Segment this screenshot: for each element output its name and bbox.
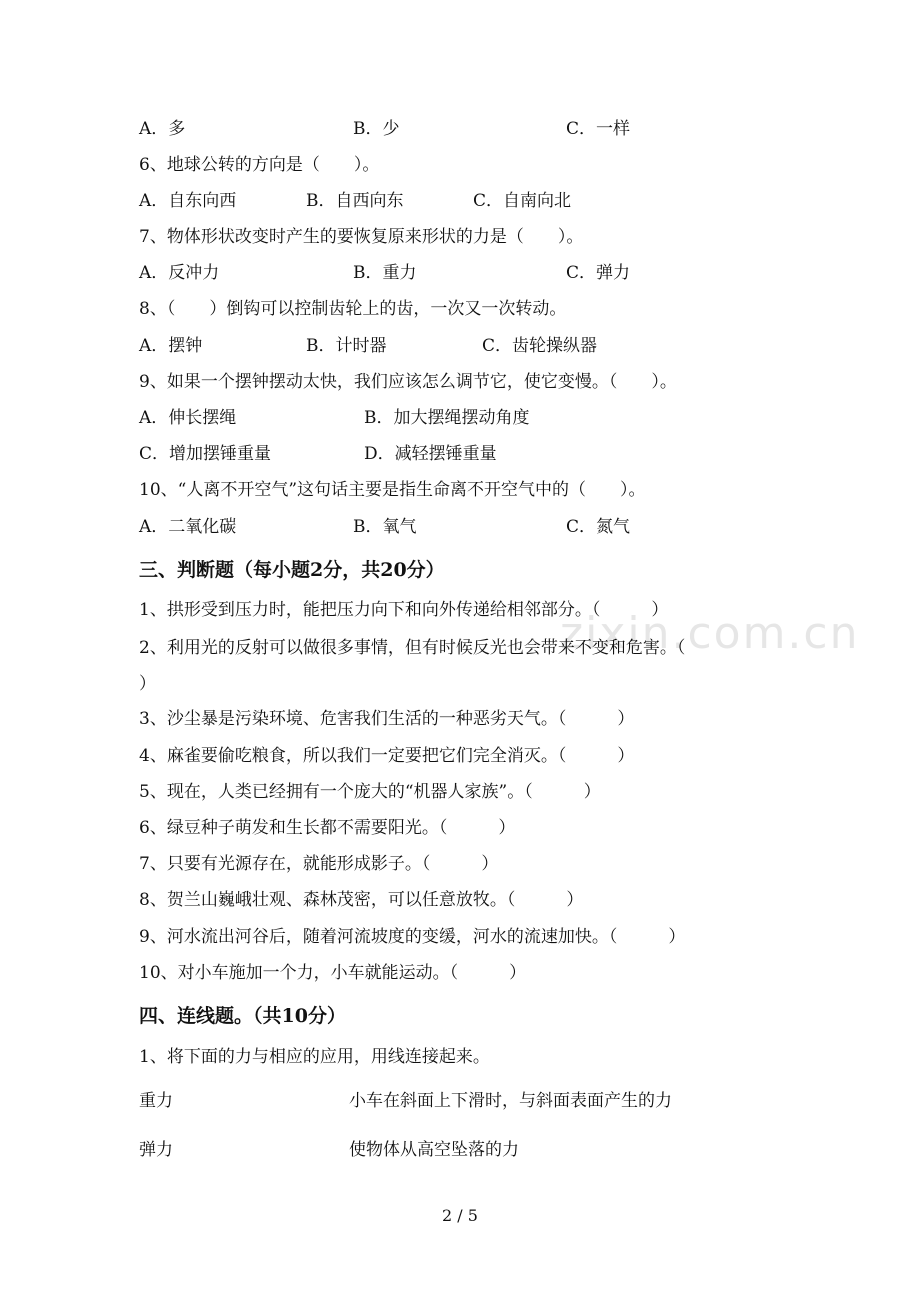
- match-right-1: 小车在斜面上下滑时，与斜面表面产生的力: [349, 1091, 672, 1111]
- q5-option-c: C．一样: [566, 119, 631, 139]
- judge-item-9: 9、河水流出河谷后，随着河流坡度的变缓，河水的流速加快。（ ）: [139, 927, 686, 947]
- page-number: 2 / 5: [442, 1206, 478, 1225]
- q7-stem: 7、物体形状改变时产生的要恢复原来形状的力是（ ）。: [139, 227, 584, 247]
- judge-item-1: 1、拱形受到压力时，能把压力向下和向外传递给相邻部分。（ ）: [139, 600, 669, 620]
- q8-stem: 8、（ ）倒钩可以控制齿轮上的齿，一次又一次转动。: [139, 299, 567, 319]
- q9-option-d: D．减轻摆锤重量: [364, 444, 497, 464]
- q8-option-c: C．齿轮操纵器: [482, 336, 598, 356]
- q9-option-b: B．加大摆绳摆动角度: [364, 408, 530, 428]
- q6-option-c: C．自南向北: [473, 191, 572, 211]
- q7-option-b: B．重力: [353, 263, 417, 283]
- judge-item-2-cont: ）: [139, 674, 156, 694]
- match-left-1: 重力: [139, 1091, 173, 1111]
- judge-item-4: 4、麻雀要偷吃粮食，所以我们一定要把它们完全消灭。（ ）: [139, 746, 635, 766]
- q8-option-b: B．计时器: [306, 336, 387, 356]
- q7-option-a: A．反冲力: [139, 263, 220, 283]
- q10-option-a: A．二氧化碳: [139, 517, 237, 537]
- judge-item-6: 6、绿豆种子萌发和生长都不需要阳光。（ ）: [139, 818, 516, 838]
- q9-option-a: A．伸长摆绳: [139, 408, 237, 428]
- judge-item-7: 7、只要有光源存在，就能形成影子。（ ）: [139, 854, 499, 874]
- q5-option-b: B．少: [353, 119, 400, 139]
- judge-item-8: 8、贺兰山巍峨壮观、森林茂密，可以任意放牧。（ ）: [139, 890, 584, 910]
- q10-option-c: C．氮气: [566, 517, 631, 537]
- section3-title: 三、判断题（每小题2分，共20分）: [139, 559, 445, 581]
- match-right-2: 使物体从高空坠落的力: [349, 1140, 519, 1160]
- q6-option-b: B．自西向东: [306, 191, 404, 211]
- judge-item-3: 3、沙尘暴是污染环境、危害我们生活的一种恶劣天气。（ ）: [139, 709, 635, 729]
- q10-option-b: B．氧气: [353, 517, 417, 537]
- q8-option-a: A．摆钟: [139, 336, 203, 356]
- judge-item-2: 2、利用光的反射可以做很多事情，但有时候反光也会带来不变和危害。（: [139, 638, 686, 658]
- judge-item-10: 10、对小车施加一个力，小车就能运动。（ ）: [139, 963, 527, 983]
- matching-instruction: 1、将下面的力与相应的应用，用线连接起来。: [139, 1047, 490, 1067]
- q10-stem: 10、“人离不开空气”这句话主要是指生命离不开空气中的（ ）。: [139, 480, 646, 500]
- q9-option-c: C．增加摆锤重量: [139, 444, 272, 464]
- q6-stem: 6、地球公转的方向是（ ）。: [139, 155, 380, 175]
- watermark: zixin.com.cn: [560, 608, 860, 659]
- section4-title: 四、连线题。（共10分）: [139, 1005, 346, 1027]
- q9-stem: 9、如果一个摆钟摆动太快，我们应该怎么调节它，使它变慢。（ ）。: [139, 372, 677, 392]
- q6-option-a: A．自东向西: [139, 191, 237, 211]
- q5-option-a: A．多: [139, 119, 186, 139]
- match-left-2: 弹力: [139, 1140, 173, 1160]
- q7-option-c: C．弹力: [566, 263, 631, 283]
- judge-item-5: 5、现在，人类已经拥有一个庞大的“机器人家族”。（ ）: [139, 782, 601, 802]
